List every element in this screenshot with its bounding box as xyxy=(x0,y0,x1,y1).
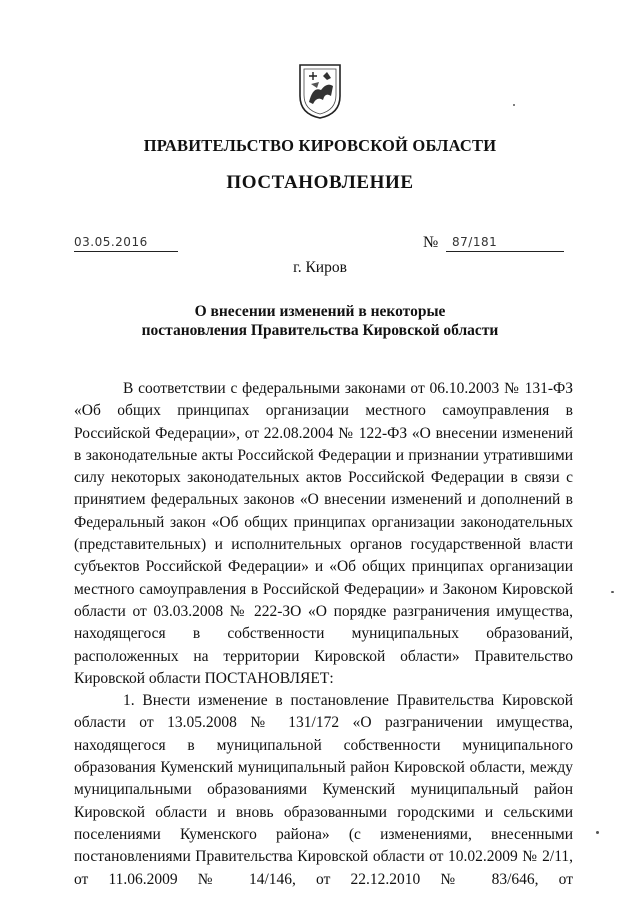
body-paragraph-1: В соответствии с федеральными законами от 06.10.2003 № 131-ФЗ «Об общих принципах организации местного самоуправления в Российской Федерации», от 22.08.2004 № 122-ФЗ «О внесении изменений в законодательные акты Российской Федерации и признании утратившими силу некоторых законодательных актов Российской Федерации в связи с принятием федеральных законов «О внесении изменений и дополнений в Федеральный закон «Об общих принципах организации законодательных (представительных) и исполнительных органов государственной власти субъектов Российской Федерации» и «Об общих принципах организации местного самоуправления в Российской Федерации» и Законом Кировской области от 03.03.2008 № 222-ЗО «О порядке разграничения имущества, находящегося в собственности муниципальных образований, расположенных на территории Кировской области» Правительство Кировской области ПОСТАНОВЛЯЕТ: xyxy=(74,380,573,687)
body-paragraph-2: 1. Внести изменение в постановление Правительства Кировской области от 13.05.2008 № 131/172 «О разграничении имущества, находящегося в муниципальной собственности муниципального образования Куменский муниципальный район Кировской области, между муниципальными образованиями Куменский муниципальный район Кировской области и вновь образованными городскими и сельскими поселениями Куменского района» (с изменениями, внесенными постановлениями Правительства Кировской области от 10.02.2009 № 2/11, от 11.06.2009 № 14/146, от 22.12.2010 № 83/646, от xyxy=(74,692,573,888)
document-body xyxy=(74,378,573,891)
number-underline xyxy=(446,251,564,252)
coat-of-arms-icon xyxy=(297,62,343,120)
city: г. Киров xyxy=(293,259,347,276)
document-number: 87/181 xyxy=(452,235,498,249)
document-subject xyxy=(120,302,520,340)
scan-speck xyxy=(513,104,515,106)
scan-speck xyxy=(611,591,614,593)
date-underline xyxy=(74,251,178,252)
document-type: ПОСТАНОВЛЕНИЕ xyxy=(226,172,414,193)
number-sign: № xyxy=(423,234,439,251)
subject-line-1: О внесении изменений в некоторые xyxy=(194,303,446,320)
subject-line-2: постановления Правительства Кировской области xyxy=(141,322,499,339)
scan-speck xyxy=(596,831,599,834)
document-date: 03.05.2016 xyxy=(74,235,148,249)
organization-title: ПРАВИТЕЛЬСТВО КИРОВСКОЙ ОБЛАСТИ xyxy=(143,136,497,155)
